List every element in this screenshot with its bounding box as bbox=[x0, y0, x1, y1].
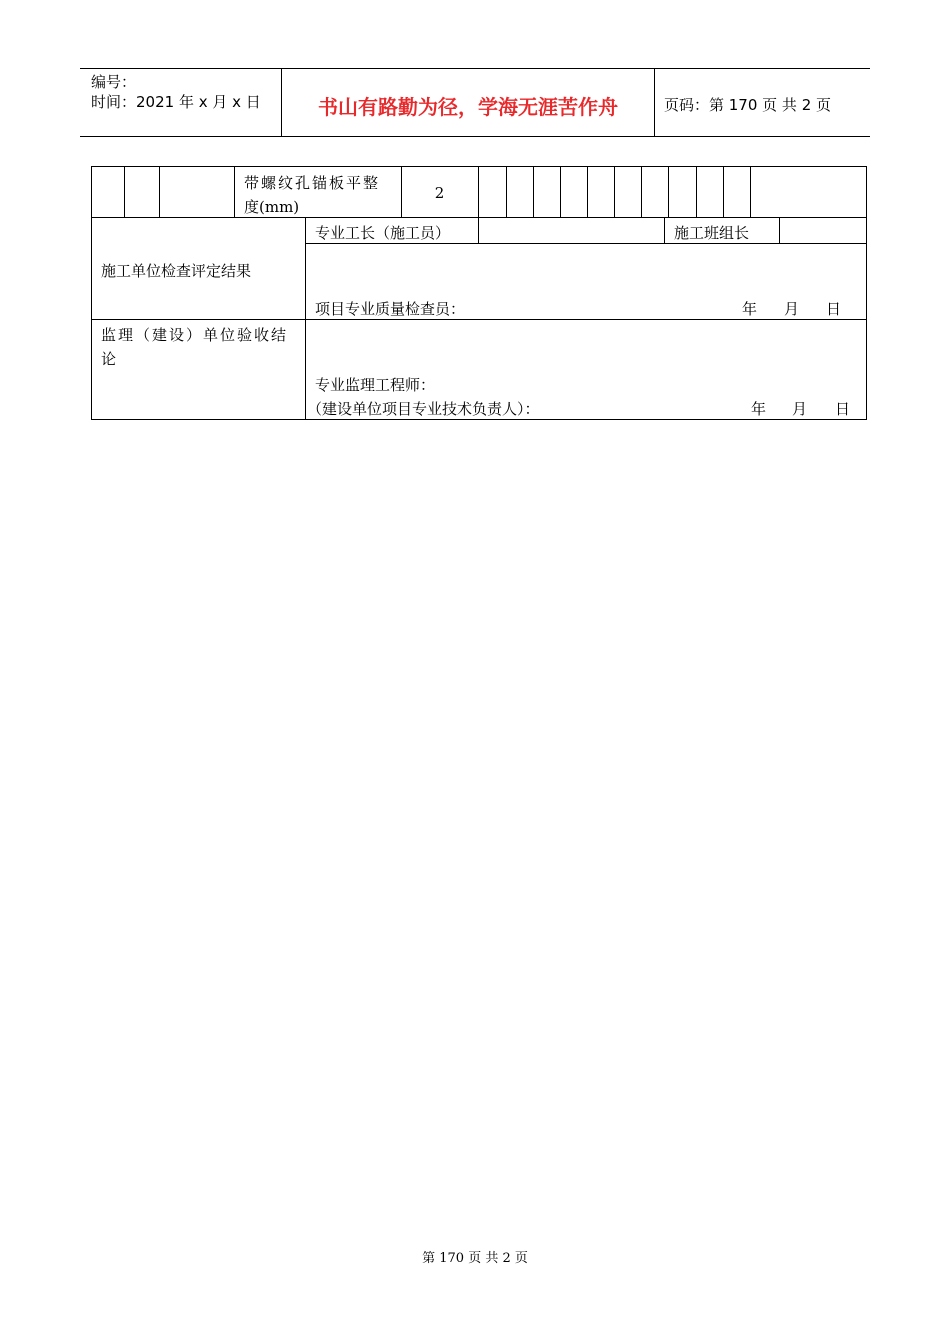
contractor-year-label: 年 bbox=[742, 300, 758, 318]
item-name-line1: 带螺纹孔锚板平整 bbox=[244, 174, 381, 192]
contractor-result-label: 施工单位检查评定结果 bbox=[101, 262, 252, 280]
team-leader-label: 施工班组长 bbox=[674, 224, 750, 242]
document-header bbox=[80, 68, 870, 137]
supervisor-conclusion-label-line1: 监理（建设）单位验收结 bbox=[101, 326, 289, 344]
supervising-engineer-label: 专业监理工程师： bbox=[315, 376, 436, 394]
supervisor-day-label: 日 bbox=[835, 400, 851, 418]
contractor-month-label: 月 bbox=[784, 300, 800, 318]
quality-inspector-label: 项目专业质量检查员： bbox=[315, 300, 466, 318]
date-label: 时间：2021 年 x 月 x 日 bbox=[91, 93, 261, 111]
supervisor-month-label: 月 bbox=[792, 400, 808, 418]
header-page-cell bbox=[654, 69, 870, 136]
motto-text: 书山有路勤为径，学海无涯苦作舟 bbox=[318, 95, 618, 119]
foreman-label: 专业工长（施工员） bbox=[315, 224, 451, 242]
tolerance-value: 2 bbox=[434, 184, 445, 202]
header-motto-cell bbox=[281, 69, 655, 136]
supervisor-year-label: 年 bbox=[751, 400, 767, 418]
page-info-label: 页码：第 170 页 共 2 页 bbox=[664, 96, 832, 114]
serial-number-label: 编号： bbox=[91, 73, 137, 91]
item-name-line2: 度(mm) bbox=[244, 198, 300, 216]
contractor-day-label: 日 bbox=[826, 300, 842, 318]
header-meta-cell bbox=[80, 69, 281, 136]
owner-technical-lead-label: （建设单位项目专业技术负责人）： bbox=[307, 400, 540, 418]
page-footer: 第 170 页 共 2 页 bbox=[422, 1251, 528, 1266]
supervisor-conclusion-label-line2: 论 bbox=[101, 350, 117, 368]
